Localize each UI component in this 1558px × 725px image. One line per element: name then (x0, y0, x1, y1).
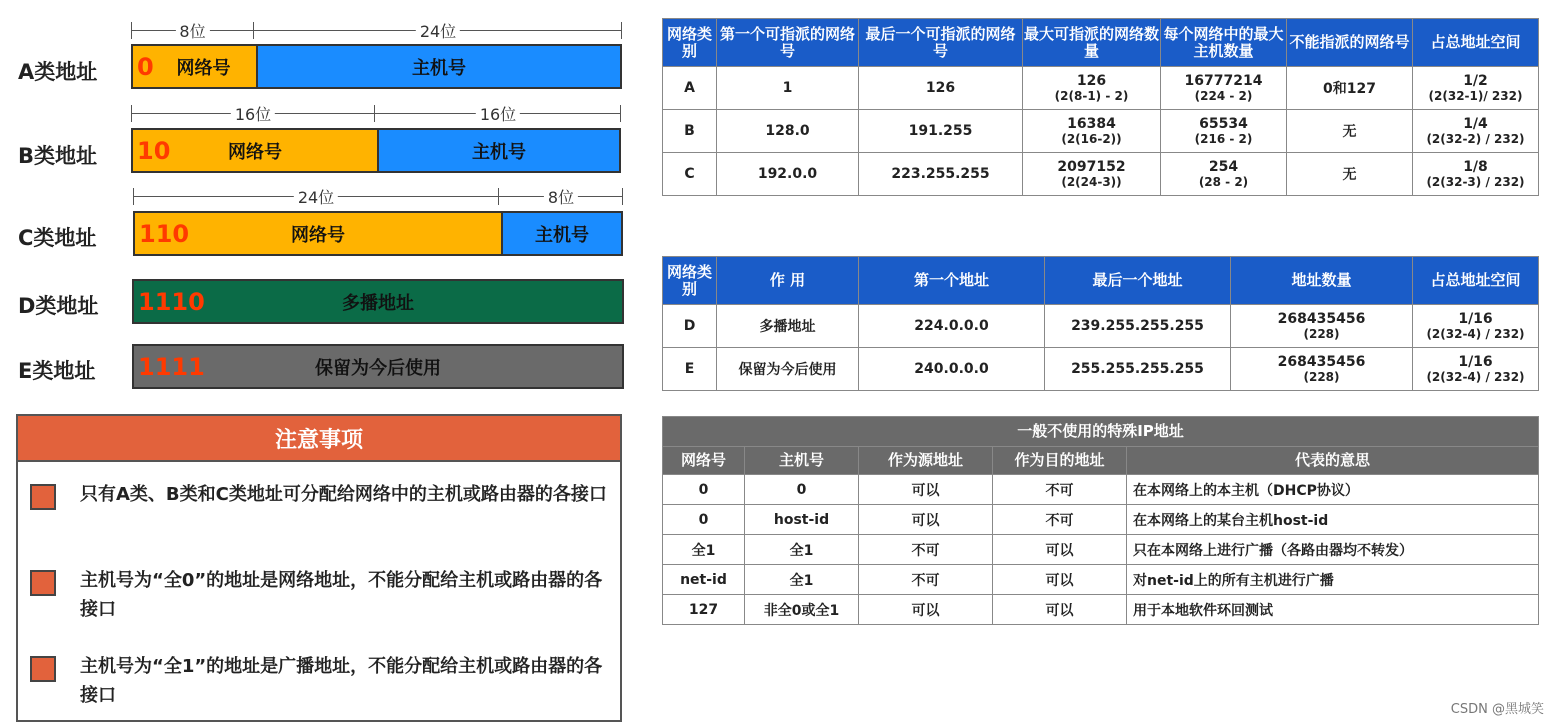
table-row (663, 110, 1539, 153)
table-cell: 126 (2(8-1) - 2) (1023, 67, 1161, 110)
table-cell: 254 (28 - 2) (1161, 153, 1287, 196)
class-b-bar (131, 128, 621, 173)
table-row (663, 505, 1539, 535)
table-cell: 1/16 (2(32-4) / 232) (1413, 348, 1539, 391)
table-cell: 223.255.255 (859, 153, 1023, 196)
class-e-segment: 1111 保留为今后使用 (134, 346, 622, 387)
table-cell: 保留为今后使用 (717, 348, 859, 391)
table-cell: 16384 (2(16-2)) (1023, 110, 1161, 153)
class-a-host-segment: 主机号 (256, 46, 620, 87)
table-cell: 在本网络上的某台主机host-id (1127, 505, 1539, 535)
table-cell: 可以 (859, 505, 993, 535)
class-d-label: D类地址 (18, 294, 99, 318)
table-cell: 不可 (859, 565, 993, 595)
table-cell: A (663, 67, 717, 110)
table-cell: 224.0.0.0 (859, 305, 1045, 348)
class-c-net-segment: 110 网络号 (135, 213, 501, 254)
table-cell: 192.0.0 (717, 153, 859, 196)
table-row (663, 595, 1539, 625)
table-cell: 可以 (993, 595, 1127, 625)
table-cell: 191.255 (859, 110, 1023, 153)
table-cell: 255.255.255.255 (1045, 348, 1231, 391)
class-b-host-segment: 主机号 (377, 130, 619, 171)
table-header-row: 网络类别 作 用 第一个地址 最后一个地址 地址数量 占总地址空间 (663, 257, 1539, 305)
table-cell: 128.0 (717, 110, 859, 153)
table-row (663, 153, 1539, 196)
class-c-label: C类地址 (18, 226, 97, 250)
notes-panel: 注意事项 只有A类、B类和C类地址可分配给网络中的主机或路由器的各接口 主机号为“全0”的地址是网络地址，不能分配给主机或路由器的各接口 主机号为“全1”的地址是广播地址，不能分配给主机或路由器的各接口 (16, 414, 622, 722)
table-cell: 1 (717, 67, 859, 110)
table-cell: 可以 (859, 475, 993, 505)
special-table-title: 一般不使用的特殊IP地址 (663, 417, 1539, 447)
table-cell: 268435456 (228) (1231, 348, 1413, 391)
table-de-classes (662, 256, 1539, 391)
class-c-host-segment: 主机号 (501, 213, 621, 254)
table-row (663, 348, 1539, 391)
table-cell: 1/4 (2(32-2) / 232) (1413, 110, 1539, 153)
table-cell: 全1 (745, 565, 859, 595)
table-cell: 非全0或全1 (745, 595, 859, 625)
dim-c-net: 24位 (133, 187, 499, 205)
table-cell: C (663, 153, 717, 196)
table-cell: 0和127 (1287, 67, 1413, 110)
table-cell: 2097152 (2(24-3)) (1023, 153, 1161, 196)
dim-a-host: 24位 (254, 21, 622, 39)
table-cell: 240.0.0.0 (859, 348, 1045, 391)
table-cell: 只在本网络上进行广播（各路由器均不转发） (1127, 535, 1539, 565)
table-special-ip (662, 416, 1539, 625)
notes-title: 注意事项 (18, 416, 620, 462)
bullet-square-icon (30, 484, 56, 510)
table-cell: 0 (663, 475, 745, 505)
class-a-bar (131, 44, 622, 89)
table-cell: 多播地址 (717, 305, 859, 348)
table-cell: D (663, 305, 717, 348)
dim-a-net: 8位 (131, 21, 254, 39)
table-cell: 不可 (993, 505, 1127, 535)
table-cell: 126 (859, 67, 1023, 110)
table-cell: 239.255.255.255 (1045, 305, 1231, 348)
table-cell: 0 (745, 475, 859, 505)
table-header-row: 网络号 主机号 作为源地址 作为目的地址 代表的意思 (663, 447, 1539, 475)
table-cell: 用于本地软件环回测试 (1127, 595, 1539, 625)
class-e-bar (132, 344, 624, 389)
table-header-row: 网络类别 第一个可指派的网络号 最后一个可指派的网络号 最大可指派的网络数量 每个网络中的最大主机数量 不能指派的网络号 占总地址空间 (663, 19, 1539, 67)
table-cell: E (663, 348, 717, 391)
watermark: CSDN @黑城笑 (1450, 702, 1544, 717)
table-cell: B (663, 110, 717, 153)
table-cell: 在本网络上的本主机（DHCP协议） (1127, 475, 1539, 505)
table-row (663, 535, 1539, 565)
dim-b-host: 16位 (375, 104, 621, 122)
class-c-bar (133, 211, 623, 256)
table-cell: net-id (663, 565, 745, 595)
class-a-net-segment: 0 网络号 (133, 46, 256, 87)
class-b-label: B类地址 (18, 144, 98, 168)
table-cell: 0 (663, 505, 745, 535)
class-d-segment: 1110 多播地址 (134, 281, 622, 322)
table-cell: 268435456 (228) (1231, 305, 1413, 348)
table-cell: 不可 (993, 475, 1127, 505)
table-cell: 可以 (993, 535, 1127, 565)
table-cell: 65534 (216 - 2) (1161, 110, 1287, 153)
table-row (663, 475, 1539, 505)
table-abc-classes (662, 18, 1539, 196)
class-a-label: A类地址 (18, 60, 98, 84)
table-cell: 无 (1287, 153, 1413, 196)
table-cell: 不可 (859, 535, 993, 565)
table-cell: 可以 (859, 595, 993, 625)
table-cell: 无 (1287, 110, 1413, 153)
table-row (663, 305, 1539, 348)
dim-b-net: 16位 (131, 104, 375, 122)
class-e-label: E类地址 (18, 359, 96, 383)
class-b-net-segment: 10 网络号 (133, 130, 377, 171)
class-d-bar (132, 279, 624, 324)
table-cell: 全1 (745, 535, 859, 565)
bullet-square-icon (30, 570, 56, 596)
table-cell: 全1 (663, 535, 745, 565)
dim-c-host: 8位 (499, 187, 623, 205)
table-cell: 可以 (993, 565, 1127, 595)
table-cell: 16777214 (224 - 2) (1161, 67, 1287, 110)
table-cell: host-id (745, 505, 859, 535)
table-cell: 1/16 (2(32-4) / 232) (1413, 305, 1539, 348)
table-row (663, 565, 1539, 595)
table-cell: 1/8 (2(32-3) / 232) (1413, 153, 1539, 196)
bullet-square-icon (30, 656, 56, 682)
table-row (663, 67, 1539, 110)
table-cell: 1/2 (2(32-1)/ 232) (1413, 67, 1539, 110)
table-cell: 127 (663, 595, 745, 625)
table-cell: 对net-id上的所有主机进行广播 (1127, 565, 1539, 595)
